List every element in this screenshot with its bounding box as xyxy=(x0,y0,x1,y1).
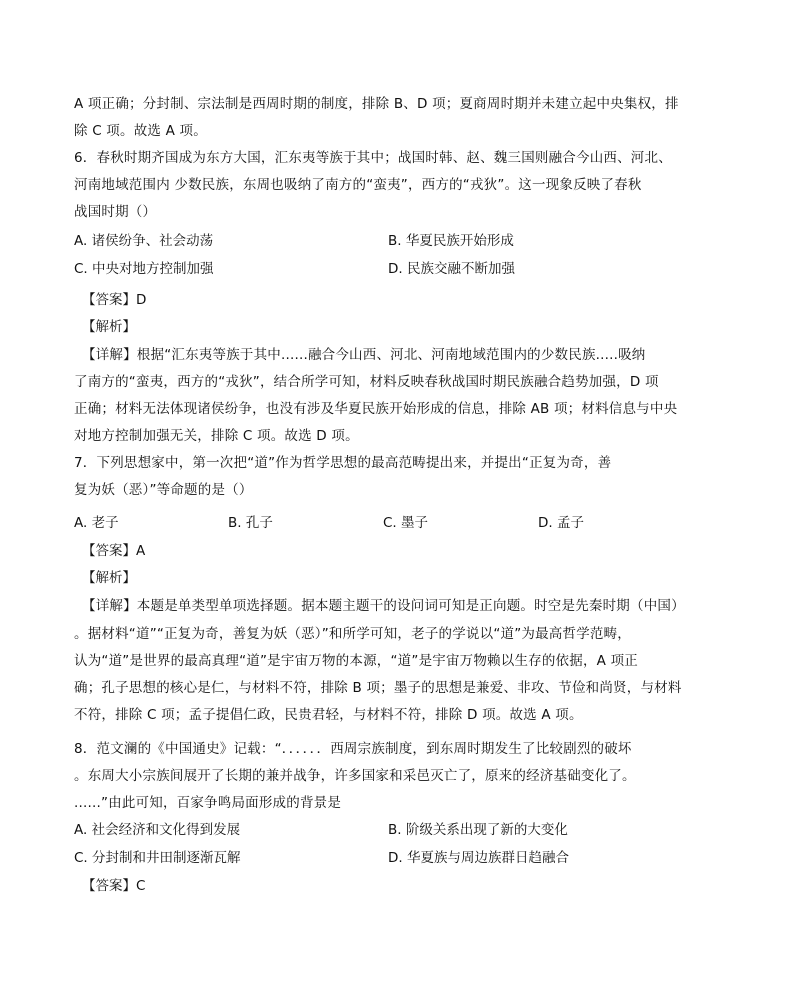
q6-stem-line: 河南地域范围内 少数民族，东周也吸纳了南方的“蛮夷”，西方的“戎狄”。这一现象反映了春秋 xyxy=(74,177,642,193)
q6-detail-line: 了南方的“蛮夷，西方的“戎狄”，结合所学可知，材料反映春秋战国时期民族融合趋势加强，D 项 xyxy=(74,374,659,390)
q8-stem-line: 。东周大小宗族间展开了长期的兼并战争，许多国家和采邑灭亡了，原来的经济基础变化了。 xyxy=(74,768,636,784)
q7-detail-line: 不符，排除 C 项；孟子提倡仁政，民贵君轻，与材料不符，排除 D 项。故选 A 项。 xyxy=(74,707,583,723)
q7-option-d: D. 孟子 xyxy=(538,515,584,531)
q7-analysis-heading: 【解析】 xyxy=(82,570,136,586)
q8-option-c: C. 分封制和井田制逐渐瓦解 xyxy=(74,850,241,866)
q6-option-d: D. 民族交融不断加强 xyxy=(388,261,515,277)
q7-detail-line: 确；孔子思想的核心是仁，与材料不符，排除 B 项；墨子的思想是兼爱、非攻、节俭和尚贤，与材料 xyxy=(74,680,682,696)
q6-option-a: A. 诸侯纷争、社会动荡 xyxy=(74,233,214,249)
q7-answer: 【答案】A xyxy=(82,543,146,559)
q6-analysis-heading: 【解析】 xyxy=(82,319,136,335)
q7-stem-line: 7．下列思想家中，第一次把“道”作为哲学思想的最高范畴提出来，并提出“正复为奇，善 xyxy=(74,455,612,471)
q6-option-b: B. 华夏民族开始形成 xyxy=(388,233,514,249)
q8-option-b: B. 阶级关系出现了新的大变化 xyxy=(388,822,568,838)
q8-answer: 【答案】C xyxy=(82,878,146,894)
q8-option-a: A. 社会经济和文化得到发展 xyxy=(74,822,241,838)
q8-stem-line: ......”由此可知，百家争鸣局面形成的背景是 xyxy=(74,795,342,811)
q6-answer: 【答案】D xyxy=(82,292,147,308)
q6-detail-line: 正确；材料无法体现诸侯纷争，也没有涉及华夏民族开始形成的信息，排除 AB 项；材料信息与中央 xyxy=(74,401,678,417)
q7-detail-line: 认为“道”是世界的最高真理“道”是宇宙万物的本源，“道”是宇宙万物赖以生存的依据，A 项正 xyxy=(74,653,638,669)
q6-option-c: C. 中央对地方控制加强 xyxy=(74,261,214,277)
q7-detail-line: 【详解】本题是单类型单项选择题。据本题主题干的设问词可知是正向题。时空是先秦时期（中国） xyxy=(82,598,685,614)
q7-option-a: A. 老子 xyxy=(74,515,119,531)
q8-stem-line: 8．范文澜的《中国通史》记载：“．．．．．．西周宗族制度，到东周时期发生了比较剧烈的破坏 xyxy=(74,741,632,757)
q5-text-line: 除 C 项。故选 A 项。 xyxy=(74,123,207,139)
q5-text-line: A 项正确；分封制、宗法制是西周时期的制度，排除 B、D 项；夏商周时期并未建立起中央集权，排 xyxy=(74,96,679,112)
q6-stem-line: 6．春秋时期齐国成为东方大国，汇东夷等族于其中；战国时韩、赵、魏三国则融合今山西、河北、 xyxy=(74,150,672,166)
q6-stem-line: 战国时期（） xyxy=(74,204,157,220)
q7-option-b: B. 孔子 xyxy=(228,515,273,531)
q6-detail-line: 对地方控制加强无关，排除 C 项。故选 D 项。 xyxy=(74,428,359,444)
q7-stem-line: 复为妖（恶）”等命题的是（） xyxy=(74,482,253,498)
q7-option-c: C. 墨子 xyxy=(383,515,429,531)
q6-detail-line: 【详解】根据“汇东夷等族于其中......融合今山西、河北、河南地域范围内的少数民族.....吸纳 xyxy=(82,347,646,363)
q8-option-d: D. 华夏族与周边族群日趋融合 xyxy=(388,850,569,866)
q7-detail-line: 。据材料“道”“正复为奇，善复为妖（恶）”和所学可知，老子的学说以“道”为最高哲学范畴， xyxy=(74,626,632,642)
